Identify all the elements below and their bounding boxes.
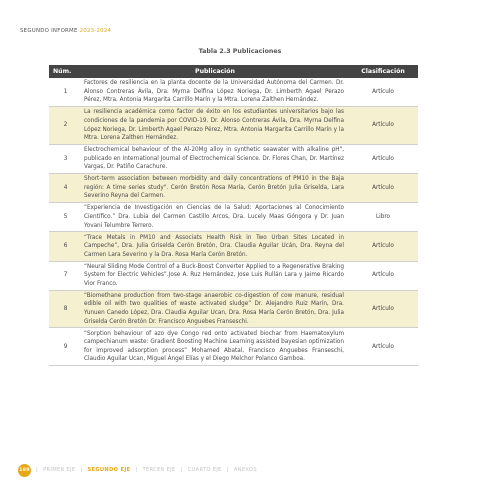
publication-classification: Artículo [348, 232, 418, 261]
publication-title: Factores de resiliencia en la planta docente de la Universidad Autónoma del Carmen. Dr. Alonso Contreras Ávila, Dra. Myrna Delfina López Noriega, Dr. Limberth Agael Perazo Pérez, Mtra. Antonia Margarita Carrillo Marín y la Mtra. Lorena Zalthen Hernández. [82, 78, 348, 107]
table-row [49, 144, 418, 173]
row-number: 4 [49, 174, 82, 203]
footer-separator: | [135, 467, 138, 473]
publication-classification: Artículo [348, 174, 418, 203]
page-number-badge: 180 [18, 464, 31, 477]
column-header-classification: Clasificación [348, 65, 418, 78]
footer-separator: | [36, 467, 39, 473]
publication-classification: Libro [348, 203, 418, 232]
row-number: 1 [49, 78, 82, 107]
publication-title: “Trace Metals in PM10 and Associats Health Risk in Two Urban Sites Located in Campeche”, Dra. Julia Griselda Cerón Bretón, Dra. Claudia Aguilar Ucán, Dra. Reyna del Carmen Lara Severino y la Dra. Rosa María Cerón Bretón. [82, 232, 348, 261]
table-header-row [49, 65, 418, 78]
row-number: 3 [49, 144, 82, 173]
publication-classification: Artículo [348, 107, 418, 145]
publication-classification: Artículo [348, 78, 418, 107]
table-row [49, 232, 418, 261]
table-row [49, 328, 418, 366]
footer-section-link[interactable]: TERCER EJE [142, 467, 176, 473]
footer-section-link-active[interactable]: SEGUNDO EJE [87, 467, 131, 473]
publications-table [49, 65, 418, 366]
publication-title: “Sorption behaviour of azo dye Congo red onto activated biochar from Haematoxylum campechianum waste: Gradient Boosting Machine Learning assisted bayesian optimization for improved adsorption process” Mohamed Abatal, Francisco Anguebes Franseschi, Claudio Aguilar Ucan, Miguel Ángel Elías y el Diego Melchor Polanco Gamboa. [82, 328, 348, 366]
footer-section-link[interactable]: ANEXOS [233, 467, 257, 473]
row-number: 2 [49, 107, 82, 145]
column-header-num: Núm. [49, 65, 82, 78]
row-number: 6 [49, 232, 82, 261]
row-number: 7 [49, 261, 82, 290]
table-row [49, 107, 418, 145]
table-row [49, 174, 418, 203]
publication-title: Electrochemical behaviour of the Al-20Mg alloy in synthetic seawater with alkaline pH", publicado en International Journal of Electrochemical Science. Dr. Flores Chan, Dr. Martínez Vargas, Dr. Patiño Carachure. [82, 144, 348, 173]
publication-classification: Artículo [348, 144, 418, 173]
report-header-prefix: SEGUNDO INFORME [20, 28, 78, 34]
publication-title: “Biomethane production from two-stage anaerobic co-digestion of cow manure, residual edible oil with two qualities of waste activated sludge” Dr. Alejandro Ruiz Marín, Dra. Yunuen Canedo López, Dra. Claudia Aguilar Ucan, Dra. Rosa María Cerón Bretón, Dra. Julia Griselda Cerón Bretón Dr. Francisco Anguebes Franseschi. [82, 290, 348, 328]
publication-classification: Artículo [348, 290, 418, 328]
footer-section-link[interactable]: CUARTO EJE [187, 467, 222, 473]
publication-title: La resiliencia académica como factor de éxito en los estudiantes universitarios bajo las condiciones de la pandemia por COVID-19. Dr. Alonso Contreras Ávila, Dra. Myrna Delfina López Noriega, Dr. Limberth Agael Perazo Pérez, Mtra. Antonia Margarita Carrillo Marín y la Mtra. Lorena Zalthen Hernández. [82, 107, 348, 145]
row-number: 9 [49, 328, 82, 366]
footer-separator: | [180, 467, 183, 473]
report-header [20, 28, 111, 34]
row-number: 8 [49, 290, 82, 328]
footer-separator: | [226, 467, 229, 473]
table-row [49, 261, 418, 290]
publication-title: “Neural Sliding Mode Control of a Buck-Boost Converter Applied to a Regenerative Braking System for Electric Vehicles”.Jose A. Ruz Hernández, Jose Luis Rullán Lara y Jaime Ricardo Vior Franco. [82, 261, 348, 290]
table-row [49, 78, 418, 107]
footer-section-link[interactable]: PRIMER EJE [43, 467, 76, 473]
table-row [49, 203, 418, 232]
table-row [49, 290, 418, 328]
table-caption: Tabla 2.3 Publicaciones [198, 48, 282, 55]
row-number: 5 [49, 203, 82, 232]
publication-title: “Experiencia de Investigación en Ciencias de la Salud: Aportaciones al Conocimiento Científico.” Dra. Lubia del Carmen Castillo Arcos, Dra. Lucely Maas Góngora y Dr. Juan Yovani Telumbre Terrero. [82, 203, 348, 232]
report-header-year: 2023-2024 [79, 28, 112, 34]
publication-classification: Artículo [348, 261, 418, 290]
publication-title: Short-term association between morbidity and daily concentrations of PM10 in the Baja región: A time series study". Cerón Bretón Rosa María, Cerón Bretón Julia Griselda, Lara Severino Reyna del Carmen. [82, 174, 348, 203]
footer-nav [18, 463, 478, 477]
publication-classification: Artículo [348, 328, 418, 366]
footer-separator: | [80, 467, 83, 473]
column-header-publication: Publicación [82, 65, 348, 78]
